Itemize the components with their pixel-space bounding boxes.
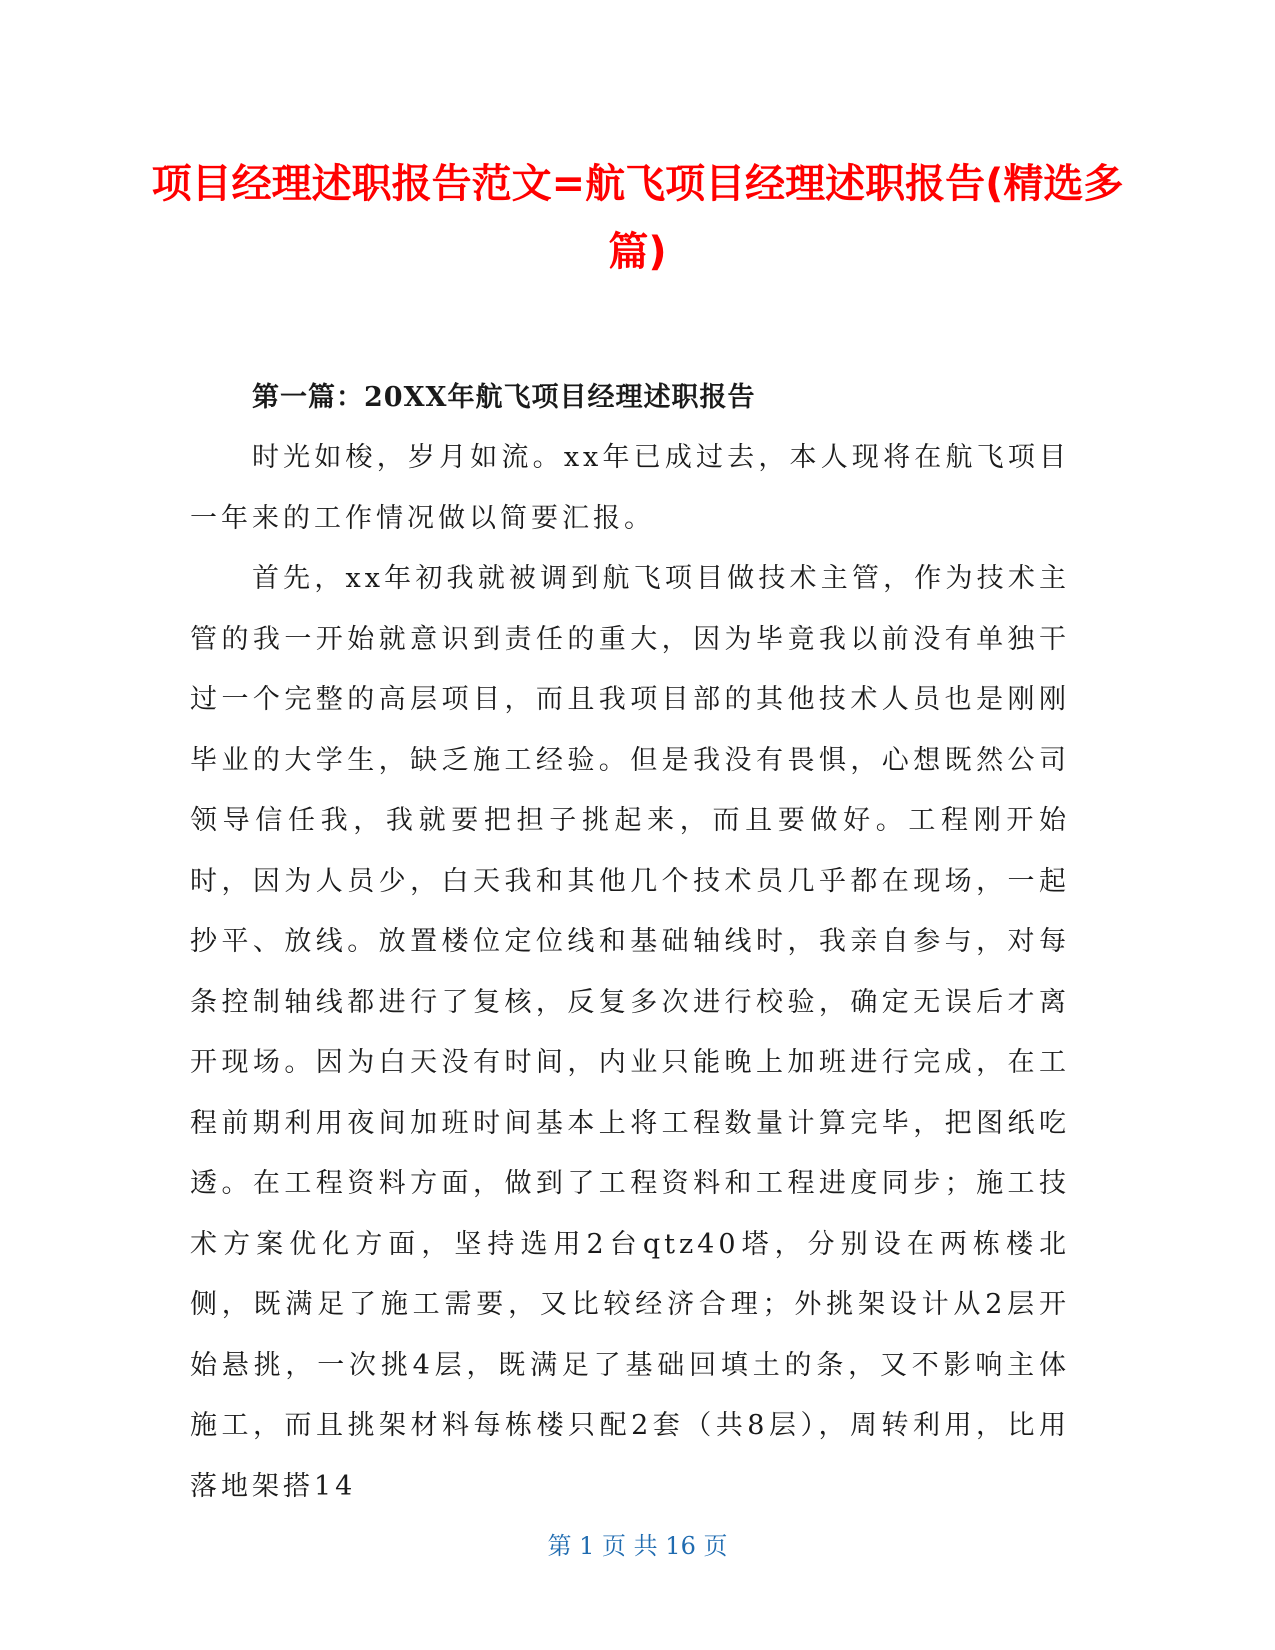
paragraph-main: 首先，xx年初我就被调到航飞项目做技术主管，作为技术主管的我一开始就意识到责任的重大，因为毕竟我以前没有单独干过一个完整的高层项目，而且我项目部的其他技术人员也是刚刚毕业的大学生，缺乏施工经验。但是我没有畏惧，心想既然公司领导信任我，我就要把担子挑起来，而且要做好。工程刚开始时，因为人员少，白天我和其他几个技术员几乎都在现场，一起抄平、放线。放置楼位定位线和基础轴线时，我亲自参与，对每条控制轴线都进行了复核，反复多次进行校验，确定无误后才离开现场。因为白天没有时间，内业只能晚上加班进行完成，在工程前期利用夜间加班时间基本上将工程数量计算完毕，把图纸吃透。在工程资料方面，做到了工程资料和工程进度同步；施工技术方案优化方面，坚持选用2台qtz40塔，分别设在两栋楼北侧，既满足了施工需要，又比较经济合理；外挑架设计从2层开始悬挑，一次挑4层，既满足了基础回填土的条，又不影响主体施工，而且挑架材料每栋楼只配2套（共8层），周转利用，比用落地架搭14 [190,563,1070,1502]
page-title: 项目经理述职报告范文=航飞项目经理述职报告(精选多篇) [151,161,1124,275]
page-footer: 第 1 页 共 16 页 [547,1532,728,1560]
section-heading: 第一篇：20XX年航飞项目经理述职报告 [252,382,756,413]
paragraph-intro: 时光如梭，岁月如流。xx年已成过去，本人现将在航飞项目一年来的工作情况做以简要汇报。 [190,442,1070,534]
body-text [190,428,1070,1517]
